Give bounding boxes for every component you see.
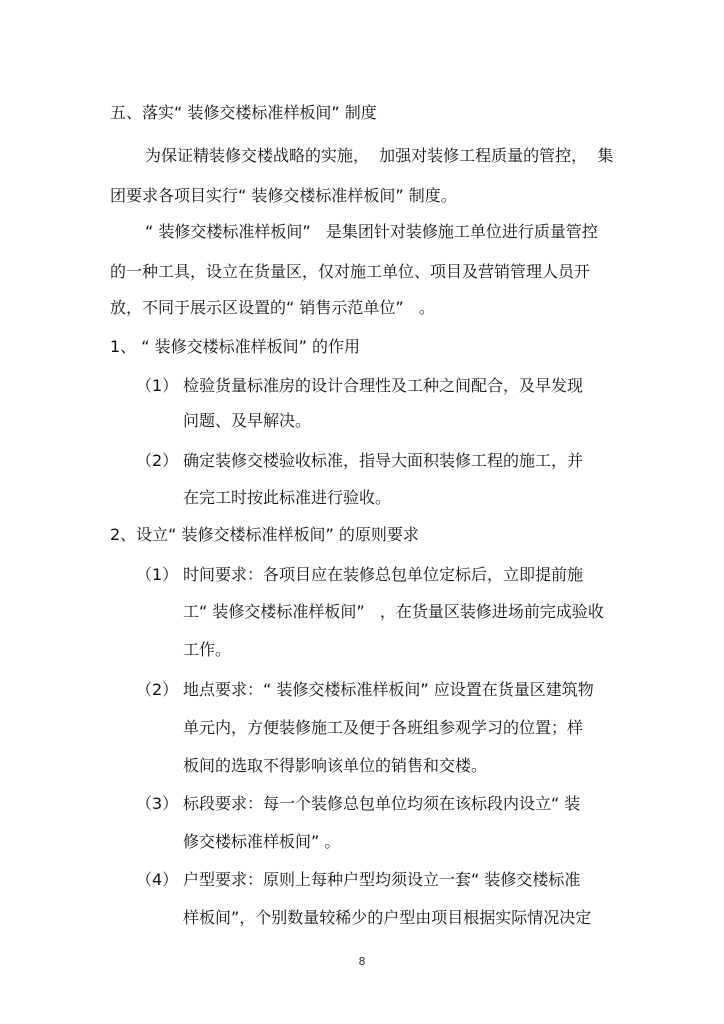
section2-item1-line3: 工作。 [183, 640, 232, 659]
definition-line-2: 的一种工具，设立在货量区，仅对施工单位、项目及营销管理人员开 [110, 262, 591, 281]
section1-item2-num: （2） [136, 451, 179, 470]
page-number: 8 [358, 955, 366, 968]
section1-item1-line1: 检验货量标准房的设计合理性及工种之间配合，及早发现 [183, 376, 584, 395]
section1-item2-line2: 在完工时按此标准进行验收。 [183, 488, 392, 507]
section2-item4-line2: 样板间”，个别数量较稀少的户型由项目根据实际情况决定 [183, 908, 592, 927]
section2-item1-num: （1） [136, 565, 179, 584]
definition-line-1: “ 装修交楼标准样板间” 是集团针对装修施工单位进行质量管控 [145, 222, 598, 241]
heading: 五、落实“ 装修交楼标准样板间” 制度 [110, 103, 377, 122]
section2-title: 2、设立“ 装修交楼标准样板间” 的原则要求 [110, 525, 419, 544]
section1-item1-num: （1） [136, 376, 179, 395]
section1-item1-line2: 问题、及早解决。 [183, 411, 312, 430]
section2-item3-line1: 标段要求：每一个装修总包单位均须在该标段内设立“ 装 [183, 794, 581, 813]
section2-item2-line2: 单元内，方便装修施工及便于各班组参观学习的位置；样 [183, 718, 584, 737]
section2-item4-line1: 户型要求：原则上每种户型均须设立一套“ 装修交楼标准 [183, 870, 581, 889]
section2-item3-line2: 修交楼标准样板间” 。 [183, 832, 341, 851]
intro-line-2: 团要求各项目实行“ 装修交楼标准样板间” 制度。 [110, 186, 457, 205]
section2-item3-num: （3） [136, 794, 179, 813]
section1-title: 1、 “ 装修交楼标准样板间” 的作用 [110, 337, 361, 356]
section2-item4-num: （4） [136, 870, 179, 889]
section2-item1-line1: 时间要求：各项目应在装修总包单位定标后，立即提前施 [183, 565, 584, 584]
section2-item1-line2: 工“ 装修交楼标准样板间” ，在货量区装修进场前完成验收 [183, 602, 604, 621]
section2-item2-line3: 板间的选取不得影响该单位的销售和交楼。 [183, 756, 488, 775]
section2-item2-num: （2） [136, 680, 179, 699]
definition-line-3: 放，不同于展示区设置的“ 销售示范单位” 。 [110, 298, 435, 317]
section1-item2-line1: 确定装修交楼验收标准，指导大面积装修工程的施工，并 [183, 451, 584, 470]
intro-line-1: 为保证精装修交楼战略的实施， 加强对装修工程质量的管控， 集 [145, 146, 614, 165]
section2-item2-line1: 地点要求：“ 装修交楼标准样板间” 应设置在货量区建筑物 [183, 680, 594, 699]
